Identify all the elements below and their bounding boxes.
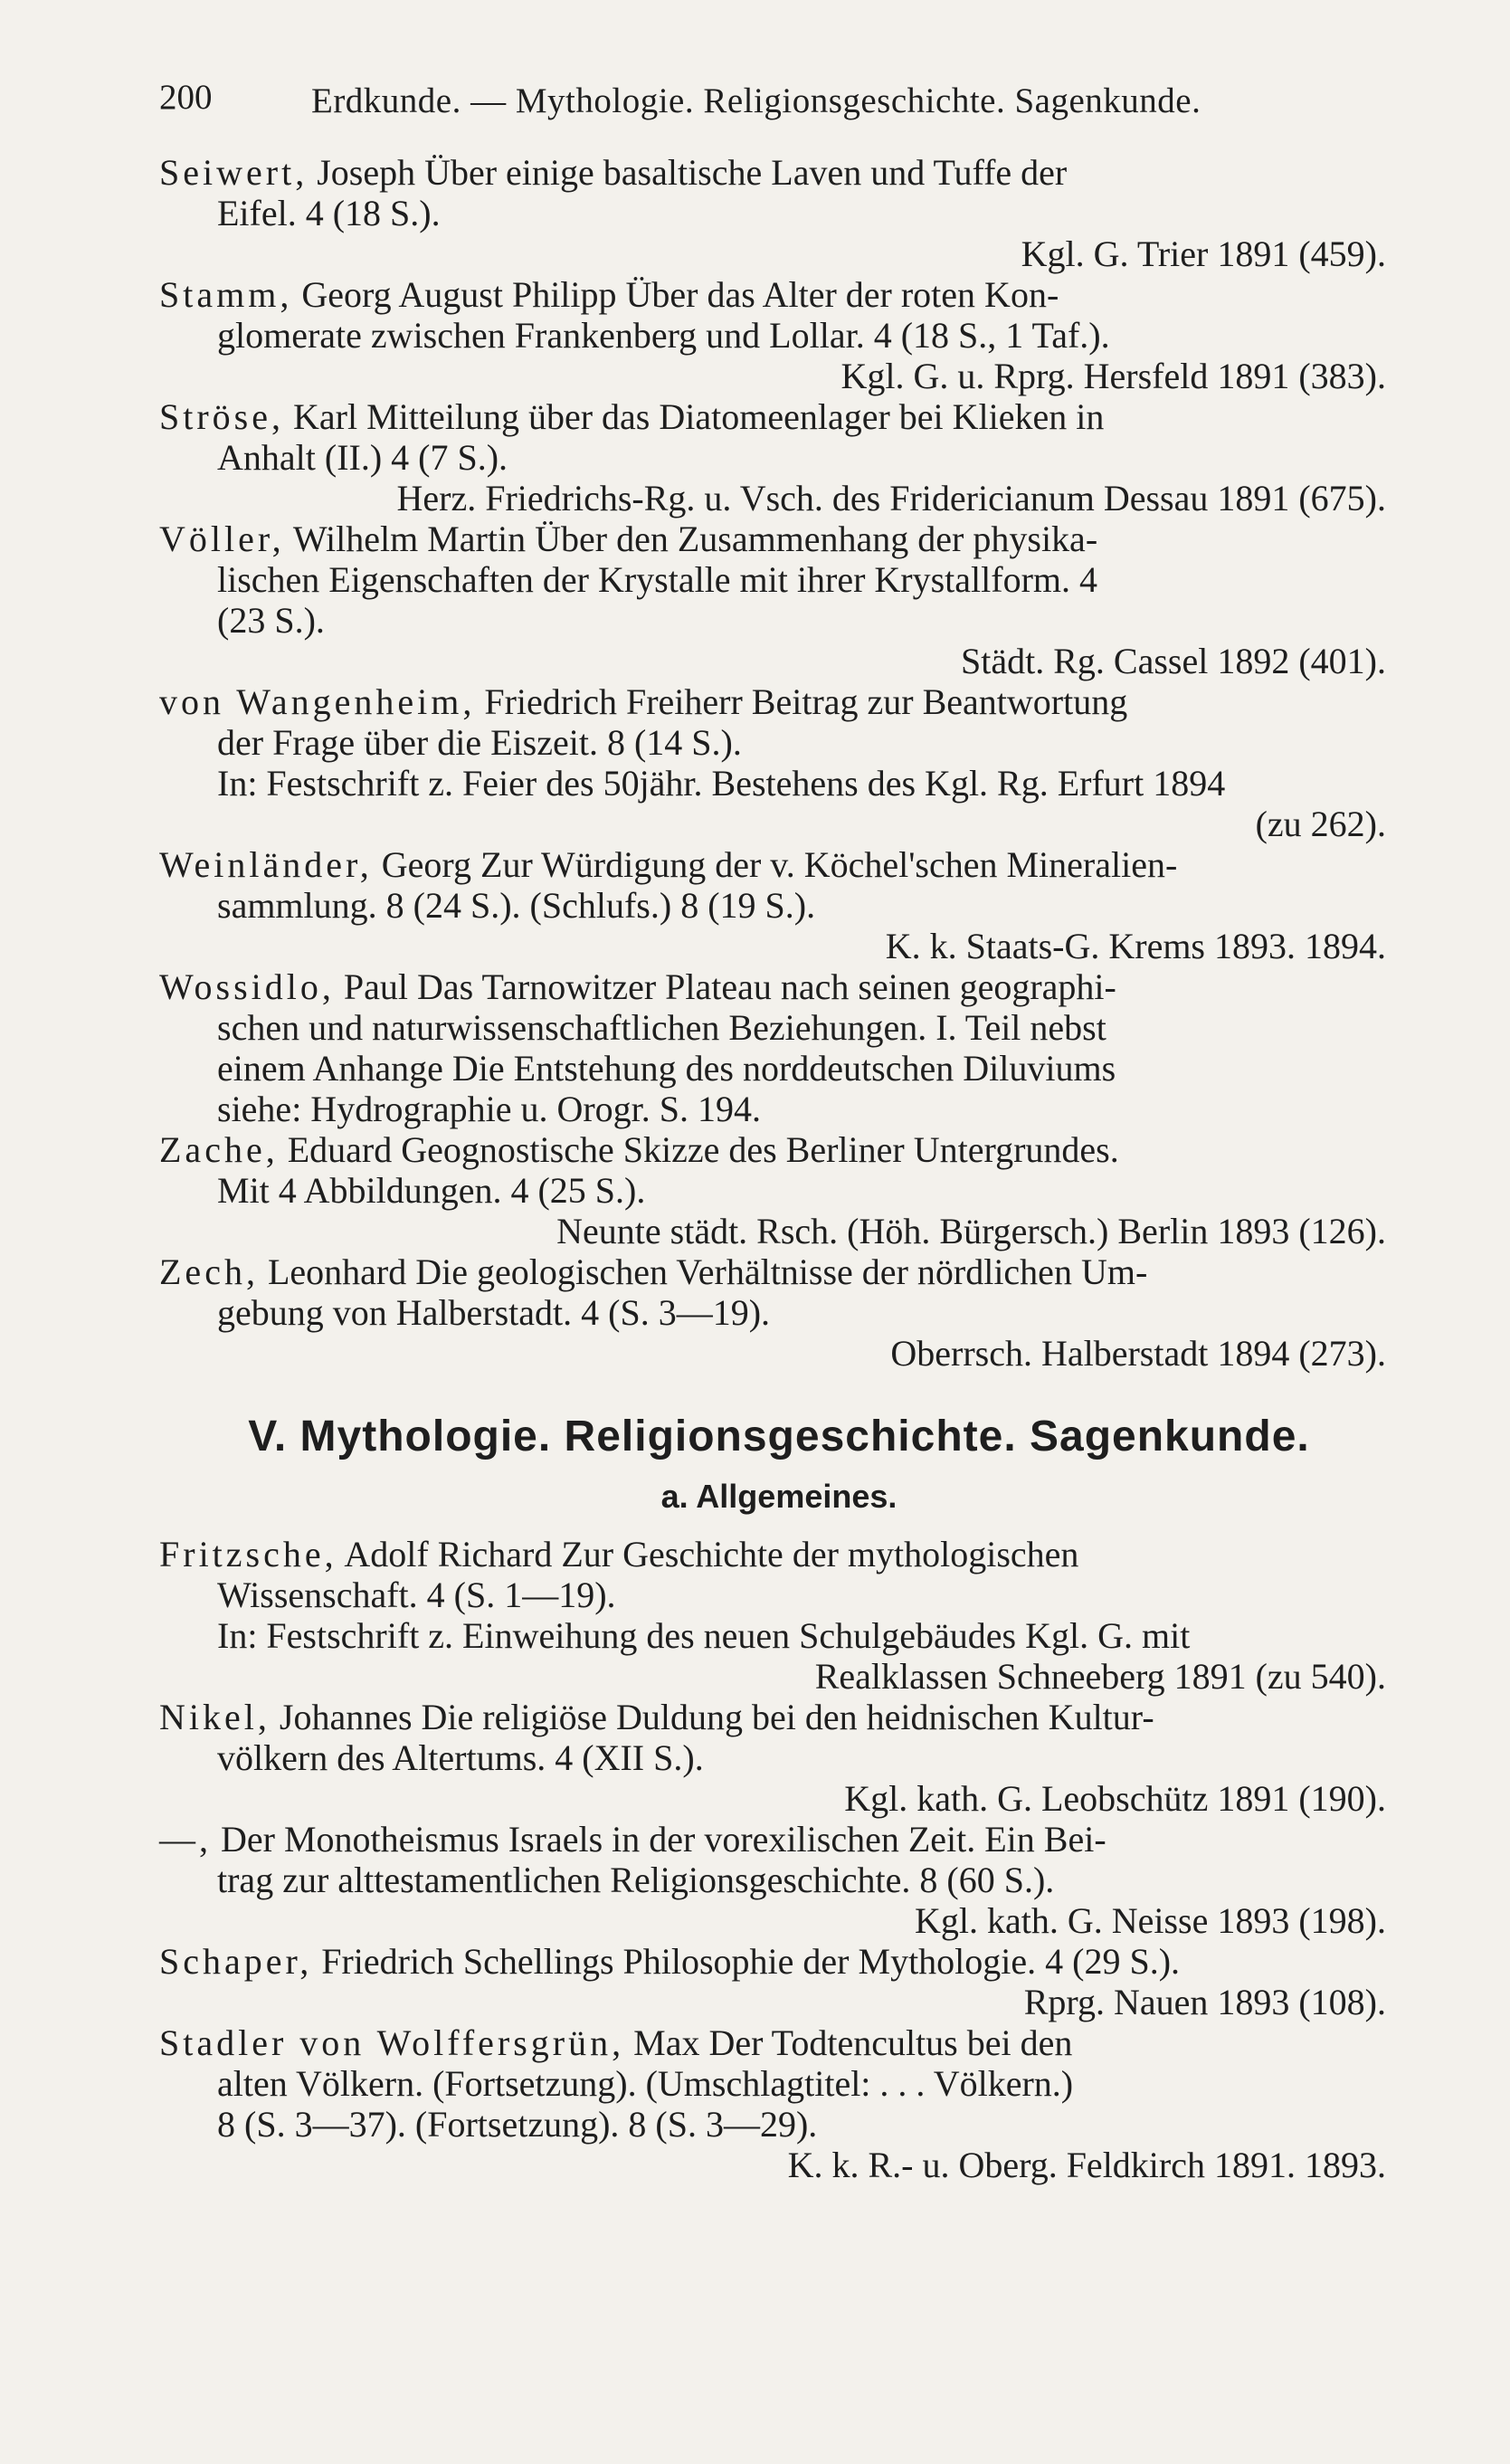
entry-source: Herz. Friedrichs-Rg. u. Vsch. des Fridericianum Dessau 1891 (675). bbox=[396, 478, 1386, 518]
entry-text: Der Monotheismus Israels in der vorexilischen Zeit. Ein Bei- bbox=[221, 1819, 1106, 1860]
entry-text: Adolf Richard Zur Geschichte der mythologischen bbox=[344, 1534, 1079, 1574]
entry-author: Völler, bbox=[159, 518, 285, 559]
entry-author: Wossidlo, bbox=[159, 966, 335, 1007]
bibliography-entry bbox=[159, 1534, 1399, 1697]
entry-source: K. k. R.- u. Oberg. Feldkirch 1891. 1893. bbox=[787, 2145, 1386, 2185]
entry-source: Neunte städt. Rsch. (Höh. Bürgersch.) Berlin 1893 (126). bbox=[556, 1211, 1386, 1251]
entry-source: Rprg. Nauen 1893 (108). bbox=[1023, 1982, 1386, 2022]
entry-text: Mit 4 Abbildungen. 4 (25 S.). bbox=[217, 1170, 646, 1211]
entry-continuation-line bbox=[159, 1615, 1399, 1656]
entry-author: Zache, bbox=[159, 1129, 279, 1170]
entry-source: Kgl. G. u. Rprg. Hersfeld 1891 (383). bbox=[840, 356, 1386, 396]
entry-text: Max Der Todtencultus bei den bbox=[633, 2022, 1073, 2063]
bibliography-entry bbox=[159, 681, 1399, 844]
entry-text: siehe: Hydrographie u. Orogr. S. 194. bbox=[217, 1089, 762, 1129]
entry-text: In: Festschrift z. Feier des 50jähr. Bestehens des Kgl. Rg. Erfurt 1894 bbox=[217, 763, 1226, 804]
entry-text: Leonhard Die geologischen Verhältnisse der nördlichen Um- bbox=[267, 1251, 1148, 1292]
bibliography-entry bbox=[159, 844, 1399, 966]
entry-text: Paul Das Tarnowitzer Plateau nach seinen geographi- bbox=[343, 966, 1116, 1007]
bibliography-entry bbox=[159, 396, 1399, 518]
entry-source: Kgl. kath. G. Leobschütz 1891 (190). bbox=[844, 1778, 1386, 1819]
entry-first-line bbox=[159, 681, 1399, 722]
bibliography-entry bbox=[159, 274, 1399, 396]
running-title: Erdkunde. — Mythologie. Religionsgeschichte. Sagenkunde. bbox=[311, 81, 1201, 120]
entry-first-line bbox=[159, 844, 1399, 885]
entry-author: Stadler von Wolffersgrün, bbox=[159, 2022, 625, 2063]
entry-continuation-line bbox=[159, 1048, 1399, 1089]
bibliography-entry bbox=[159, 966, 1399, 1129]
bibliography-entry bbox=[159, 2022, 1399, 2185]
entry-author: Stamm, bbox=[159, 274, 293, 315]
page-number: 200 bbox=[159, 78, 213, 117]
entry-text: Wilhelm Martin Über den Zusammenhang der physika- bbox=[292, 518, 1098, 559]
entry-continuation-line bbox=[159, 722, 1399, 763]
entry-continuation-line bbox=[159, 1860, 1399, 1900]
entry-source: Realklassen Schneeberg 1891 (zu 540). bbox=[814, 1656, 1386, 1697]
entry-author: Fritzsche, bbox=[159, 1534, 337, 1574]
entry-text: Eifel. 4 (18 S.). bbox=[217, 193, 441, 233]
entry-first-line bbox=[159, 2022, 1399, 2063]
entry-first-line bbox=[159, 1534, 1399, 1574]
entry-text: In: Festschrift z. Einweihung des neuen Schulgebäudes Kgl. G. mit bbox=[217, 1615, 1191, 1656]
entry-author: Schaper, bbox=[159, 1941, 313, 1982]
entry-continuation-line bbox=[159, 885, 1399, 926]
entry-text: Johannes Die religiöse Duldung bei den heidnischen Kultur- bbox=[279, 1697, 1154, 1737]
entry-first-line bbox=[159, 1819, 1399, 1860]
page-header bbox=[159, 77, 1408, 131]
entry-first-line bbox=[159, 1251, 1399, 1292]
section-title: V. Mythologie. Religionsgeschichte. Sagenkunde. bbox=[248, 1413, 1310, 1460]
entry-source: Städt. Rg. Cassel 1892 (401). bbox=[961, 641, 1386, 681]
entries-geography bbox=[159, 152, 1399, 1374]
entry-author: Seiwert, bbox=[159, 152, 309, 193]
entry-text: glomerate zwischen Frankenberg und Lollar. 4 (18 S., 1 Taf.). bbox=[217, 315, 1110, 356]
entry-author: —, bbox=[159, 1819, 212, 1860]
entry-text: Eduard Geognostische Skizze des Berliner Untergrundes. bbox=[287, 1129, 1119, 1170]
entry-continuation-line bbox=[159, 2104, 1399, 2145]
entry-continuation-line bbox=[159, 315, 1399, 356]
bibliography-entry bbox=[159, 1697, 1399, 1819]
bibliography-entry bbox=[159, 1251, 1399, 1374]
entry-first-line bbox=[159, 1941, 1399, 1982]
entry-text: Karl Mitteilung über das Diatomeenlager bei Klieken in bbox=[293, 396, 1105, 437]
entry-first-line bbox=[159, 274, 1399, 315]
entry-first-line bbox=[159, 152, 1399, 193]
entry-source: Kgl. kath. G. Neisse 1893 (198). bbox=[914, 1900, 1386, 1941]
entry-text: Georg Zur Würdigung der v. Köchel'schen Mineralien- bbox=[381, 844, 1178, 885]
entry-author: Nikel, bbox=[159, 1697, 271, 1737]
entry-first-line bbox=[159, 966, 1399, 1007]
entry-source: (zu 262). bbox=[1255, 804, 1386, 844]
entries-mythology bbox=[159, 1534, 1399, 2185]
bibliography-entry bbox=[159, 152, 1399, 274]
entry-text: (23 S.). bbox=[217, 600, 325, 641]
entry-text: trag zur alttestamentlichen Religionsgeschichte. 8 (60 S.). bbox=[217, 1860, 1055, 1900]
entry-author: Weinländer, bbox=[159, 844, 373, 885]
entry-continuation-line bbox=[159, 1089, 1399, 1129]
entry-source: Oberrsch. Halberstadt 1894 (273). bbox=[890, 1333, 1386, 1374]
entry-text: lischen Eigenschaften der Krystalle mit ihrer Krystallform. 4 bbox=[217, 559, 1098, 600]
entry-source: Kgl. G. Trier 1891 (459). bbox=[1021, 233, 1386, 274]
entry-continuation-line bbox=[159, 600, 1399, 641]
entry-continuation-line bbox=[159, 763, 1399, 804]
entry-continuation-line bbox=[159, 2063, 1399, 2104]
entry-continuation-line bbox=[159, 1007, 1399, 1048]
entry-text: Anhalt (II.) 4 (7 S.). bbox=[217, 437, 508, 478]
entry-continuation-line bbox=[159, 1292, 1399, 1333]
entry-text: der Frage über die Eiszeit. 8 (14 S.). bbox=[217, 722, 742, 763]
entry-author: von Wangenheim, bbox=[159, 681, 476, 722]
entry-continuation-line bbox=[159, 1170, 1399, 1211]
entry-first-line bbox=[159, 1129, 1399, 1170]
entry-text: sammlung. 8 (24 S.). (Schlufs.) 8 (19 S.). bbox=[217, 885, 816, 926]
entry-text: Wissenschaft. 4 (S. 1—19). bbox=[217, 1574, 616, 1615]
entry-text: alten Völkern. (Fortsetzung). (Umschlagtitel: . . . Völkern.) bbox=[217, 2063, 1074, 2104]
entry-text: 8 (S. 3—37). (Fortsetzung). 8 (S. 3—29). bbox=[217, 2104, 818, 2145]
bibliography-entry bbox=[159, 1941, 1399, 2022]
entry-author: Ströse, bbox=[159, 396, 284, 437]
entry-first-line bbox=[159, 518, 1399, 559]
entry-continuation-line bbox=[159, 437, 1399, 478]
entry-text: schen und naturwissenschaftlichen Beziehungen. I. Teil nebst bbox=[217, 1007, 1106, 1048]
bibliography-entry bbox=[159, 1819, 1399, 1941]
entry-text: Friedrich Freiherr Beitrag zur Beantwortung bbox=[484, 681, 1128, 722]
bibliography-content bbox=[159, 152, 1399, 2185]
entry-continuation-line bbox=[159, 1737, 1399, 1778]
entry-continuation-line bbox=[159, 193, 1399, 233]
entry-text: gebung von Halberstadt. 4 (S. 3—19). bbox=[217, 1292, 771, 1333]
entry-text: Georg August Philipp Über das Alter der roten Kon- bbox=[301, 274, 1059, 315]
entry-source: K. k. Staats-G. Krems 1893. 1894. bbox=[885, 926, 1386, 966]
entry-first-line bbox=[159, 1697, 1399, 1737]
entry-text: völkern des Altertums. 4 (XII S.). bbox=[217, 1737, 704, 1778]
bibliography-entry bbox=[159, 1129, 1399, 1251]
bibliography-entry bbox=[159, 518, 1399, 681]
entry-continuation-line bbox=[159, 559, 1399, 600]
entry-continuation-line bbox=[159, 1574, 1399, 1615]
entry-author: Zech, bbox=[159, 1251, 259, 1292]
entry-text: Joseph Über einige basaltische Laven und Tuffe der bbox=[317, 152, 1068, 193]
entry-text: einem Anhange Die Entstehung des norddeutschen Diluviums bbox=[217, 1048, 1116, 1089]
entry-text: Friedrich Schellings Philosophie der Mythologie. 4 (29 S.). bbox=[321, 1941, 1181, 1982]
entry-first-line bbox=[159, 396, 1399, 437]
subsection-title: a. Allgemeines. bbox=[660, 1478, 897, 1515]
